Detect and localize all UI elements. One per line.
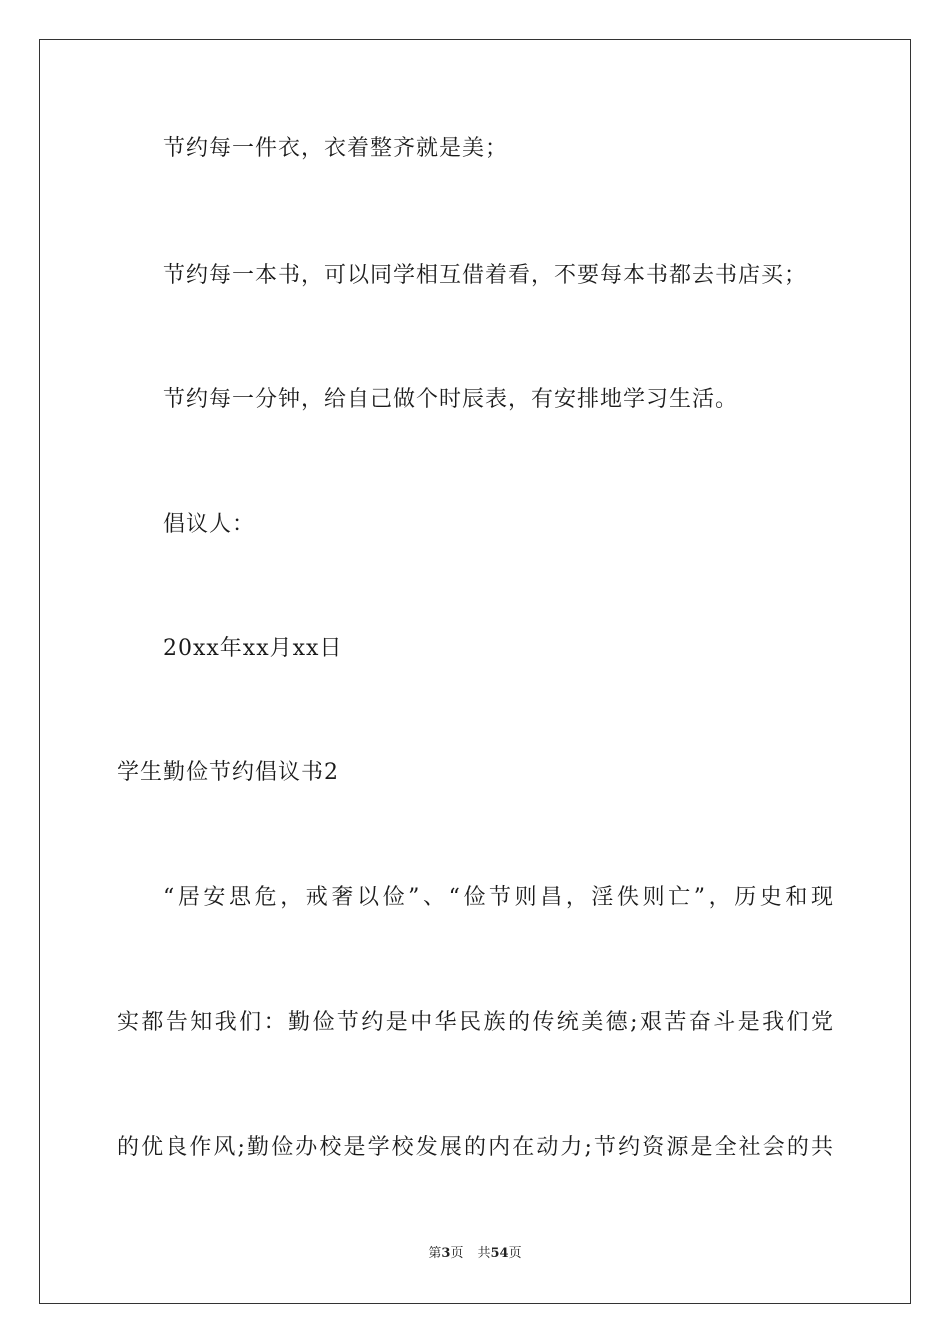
text-line-time: 节约每一分钟，给自己做个时辰表，有安排地学习生活。 <box>163 387 739 412</box>
footer-page-suffix: 页 <box>450 1246 464 1261</box>
page-border <box>39 39 911 1304</box>
footer-total-pages: 54 <box>490 1246 509 1261</box>
section-title: 学生勤俭节约倡议书2 <box>117 760 339 785</box>
paragraph-line-3: 的优良作风;勤俭办校是学校发展的内在动力;节约资源是全社会的共 <box>117 1135 833 1160</box>
initiator-label: 倡议人： <box>163 512 256 537</box>
text-line-books: 节约每一本书，可以同学相互借着看，不要每本书都去书店买； <box>163 263 808 288</box>
footer-total-suffix: 页 <box>508 1246 522 1261</box>
footer-total-prefix: 共 <box>477 1246 491 1261</box>
footer-page-prefix: 第 <box>428 1246 442 1261</box>
text-line-clothes: 节约每一件衣，衣着整齐就是美； <box>163 136 509 161</box>
paragraph-line-2: 实都告知我们：勤俭节约是中华民族的传统美德;艰苦奋斗是我们党 <box>117 1010 833 1035</box>
paragraph-line-1: “居安思危，戒奢以俭”、“俭节则昌，淫佚则亡”，历史和现 <box>163 885 833 910</box>
date-line: 20xx年xx月xx日 <box>163 636 343 661</box>
footer-page-number: 3 <box>441 1246 451 1261</box>
page-footer <box>0 1246 950 1262</box>
